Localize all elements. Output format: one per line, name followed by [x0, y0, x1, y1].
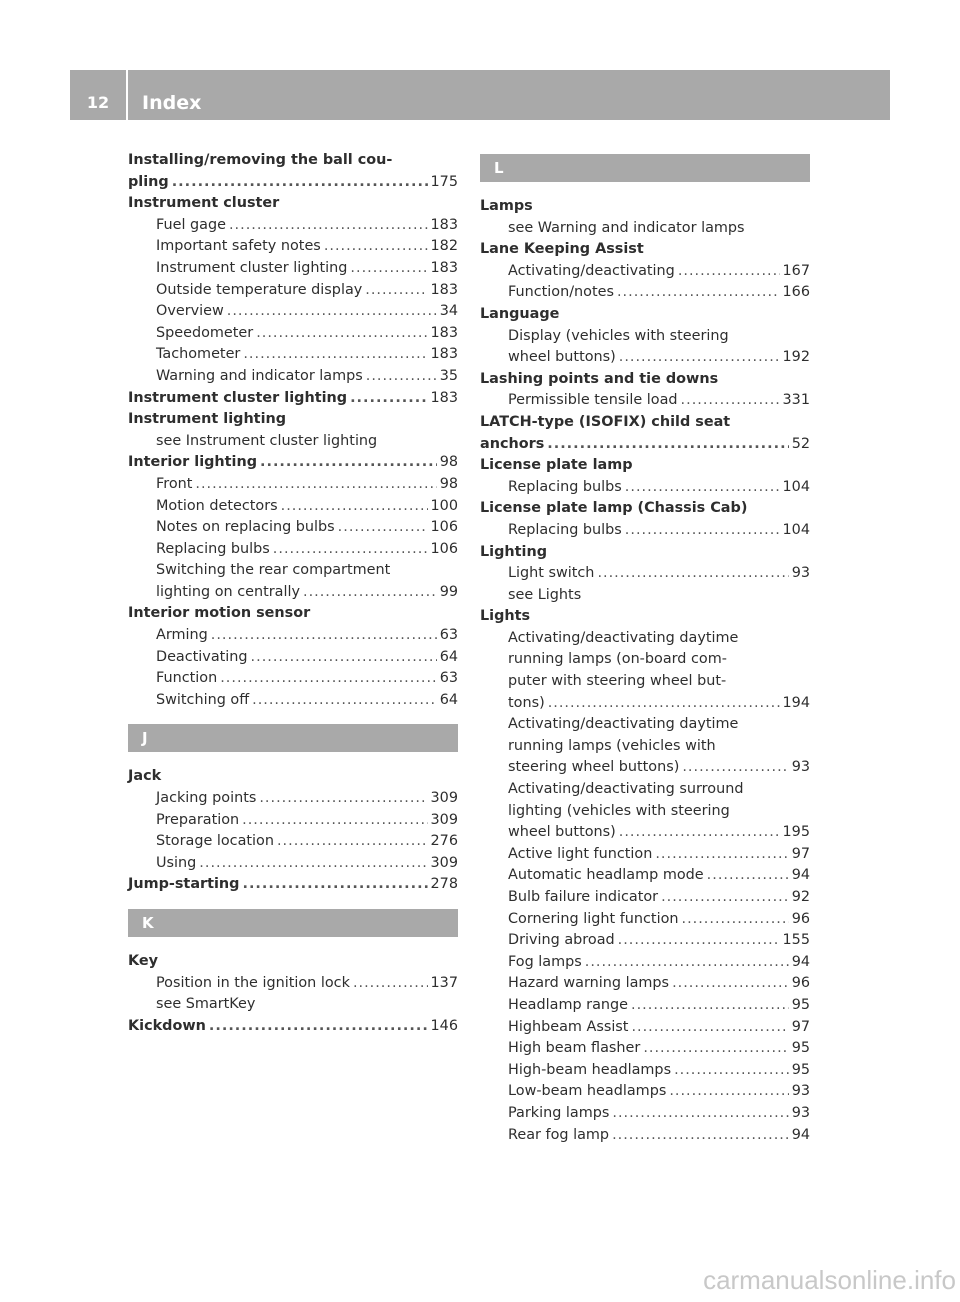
dot-leader — [211, 625, 437, 647]
entry-text: Kickdown — [128, 1017, 206, 1034]
page-reference: 309 — [430, 790, 458, 807]
page-title: Index — [142, 92, 202, 114]
index-subentry — [480, 218, 810, 240]
dot-leader — [350, 388, 427, 410]
entry-text: Lamps — [480, 198, 533, 214]
dot-leader — [548, 693, 780, 715]
index-entry — [480, 369, 810, 391]
entry-text: Replacing bulbs — [508, 478, 622, 495]
index-entry — [480, 304, 810, 326]
page-reference: 99 — [439, 583, 458, 600]
page-reference: 92 — [791, 889, 810, 905]
entry-text: Switching off — [156, 691, 250, 708]
entry-text: Instrument cluster lighting — [156, 259, 348, 276]
entry-text: Instrument cluster — [128, 195, 280, 212]
index-subentry — [128, 236, 458, 258]
index-subentry — [128, 258, 458, 280]
entry-text: Outside temperature display — [156, 281, 363, 298]
index-entry — [480, 434, 810, 456]
entry-text: Activating/deactivating surround — [508, 781, 744, 798]
index-group-l — [480, 196, 810, 1146]
page-reference: 155 — [782, 932, 810, 949]
index-entry — [128, 150, 458, 172]
entry-text: see Warning and indicator lamps — [508, 219, 745, 236]
page-reference: 146 — [430, 1017, 458, 1034]
dot-leader — [365, 280, 427, 302]
index-subentry — [480, 1125, 810, 1147]
index-subentry — [480, 282, 810, 304]
entry-text: Highbeam Assist — [508, 1018, 629, 1035]
entry-text: Overview — [156, 303, 224, 320]
page-reference: 34 — [439, 303, 458, 320]
watermark: carmanualsonline.info — [703, 1265, 956, 1295]
index-group-i — [128, 150, 458, 711]
index-subentry — [128, 831, 458, 853]
entry-text: pling — [128, 173, 169, 190]
index-entry — [480, 412, 810, 434]
page-reference: 95 — [791, 1040, 810, 1057]
entry-text: Warning and indicator lamps — [156, 367, 363, 384]
index-subentry — [128, 323, 458, 345]
page-reference: 94 — [791, 953, 810, 970]
entry-text: Parking lamps — [508, 1104, 610, 1121]
entry-text: Interior lighting — [128, 454, 258, 471]
dot-leader — [618, 930, 780, 952]
entry-text: Rear fog lamp — [508, 1126, 610, 1143]
dot-leader — [199, 853, 427, 875]
entry-text: Storage location — [156, 833, 274, 850]
entry-text: Motion detectors — [156, 497, 278, 514]
page-reference: 63 — [439, 627, 458, 644]
section-letter-j: J — [128, 724, 458, 752]
index-subentry — [480, 390, 810, 412]
entry-text: Display (vehicles with steering — [508, 327, 729, 344]
index-subentry — [480, 671, 810, 693]
header-divider — [126, 70, 128, 120]
index-subentry — [480, 326, 810, 348]
entry-text: Hazard warning lamps — [508, 975, 670, 992]
index-subentry — [480, 520, 810, 542]
page-reference: 309 — [430, 854, 458, 871]
dot-leader — [619, 822, 780, 844]
index-subentry — [480, 261, 810, 283]
page-reference: 52 — [791, 435, 810, 452]
dot-leader — [251, 647, 437, 669]
index-entry — [128, 388, 458, 410]
dot-leader — [281, 496, 428, 518]
index-subentry — [480, 801, 810, 823]
page-reference: 35 — [439, 367, 458, 384]
page-reference: 183 — [430, 259, 458, 276]
entry-text: Lights — [480, 608, 531, 625]
entry-text: Notes on replacing bulbs — [156, 519, 335, 536]
index-subentry — [480, 1103, 810, 1125]
index-entry — [480, 239, 810, 261]
entry-text: tons) — [508, 694, 545, 711]
section-letter-k: K — [128, 909, 458, 937]
entry-text: wheel buttons) — [508, 349, 616, 366]
page-reference: 104 — [782, 521, 810, 538]
index-entry — [128, 452, 458, 474]
page-reference: 63 — [439, 670, 458, 687]
index-subentry — [128, 496, 458, 518]
index-subentry — [128, 560, 458, 582]
dot-leader — [619, 347, 780, 369]
index-entry — [480, 498, 810, 520]
dot-leader — [661, 887, 789, 909]
index-subentry — [128, 344, 458, 366]
entry-text: puter with steering wheel but- — [508, 673, 727, 690]
dot-leader — [612, 1125, 789, 1147]
entry-text: lighting on centrally — [156, 583, 300, 600]
index-subentry — [480, 844, 810, 866]
page-reference: 194 — [782, 694, 810, 711]
index-subentry — [480, 736, 810, 758]
index-subentry — [128, 301, 458, 323]
index-subentry — [480, 714, 810, 736]
page-reference: 106 — [430, 540, 458, 557]
entry-text: License plate lamp (Chassis Cab) — [480, 500, 748, 517]
entry-text: Installing/removing the ball cou- — [128, 152, 393, 168]
dot-leader — [643, 1038, 788, 1060]
entry-text: Key — [128, 953, 159, 969]
page-reference: 137 — [430, 974, 458, 991]
dot-leader — [260, 452, 437, 474]
dot-leader — [617, 282, 780, 304]
dot-leader — [681, 390, 780, 412]
dot-leader — [612, 1103, 788, 1125]
page-reference: 192 — [782, 349, 810, 366]
page-reference: 183 — [430, 216, 458, 233]
page-reference: 93 — [791, 1083, 810, 1100]
dot-leader — [172, 172, 428, 194]
index-subentry — [128, 517, 458, 539]
dot-leader — [631, 995, 789, 1017]
page-header — [70, 70, 890, 120]
entry-text: Permissible tensile load — [508, 392, 678, 409]
dot-leader — [277, 831, 428, 853]
entry-text: Interior motion sensor — [128, 605, 311, 622]
entry-text: LATCH-type (ISOFIX) child seat — [480, 413, 731, 430]
index-subentry — [480, 1017, 810, 1039]
dot-leader — [229, 215, 428, 237]
entry-text: Lane Keeping Assist — [480, 241, 644, 258]
page-reference: 167 — [782, 262, 810, 279]
index-column-left — [128, 150, 458, 1037]
dot-leader — [273, 539, 428, 561]
entry-text: High beam flasher — [508, 1040, 641, 1057]
dot-leader — [366, 366, 437, 388]
page-reference: 182 — [430, 238, 458, 255]
entry-text: see SmartKey — [156, 996, 256, 1013]
index-subentry — [128, 625, 458, 647]
entry-text: Replacing bulbs — [508, 521, 622, 538]
dot-leader — [655, 844, 788, 866]
entry-text: High-beam headlamps — [508, 1061, 672, 1078]
entry-text: Using — [156, 854, 197, 871]
entry-text: Cornering light function — [508, 910, 679, 927]
index-subentry — [480, 693, 810, 715]
page-reference: 64 — [439, 648, 458, 665]
index-entry — [128, 603, 458, 625]
dot-leader — [669, 1081, 788, 1103]
index-entry — [128, 172, 458, 194]
dot-leader — [674, 1060, 789, 1082]
dot-leader — [324, 236, 428, 258]
entry-text: Deactivating — [156, 648, 248, 665]
entry-text: Bulb failure indicator — [508, 889, 659, 905]
dot-leader — [353, 973, 428, 995]
page-reference: 104 — [782, 478, 810, 495]
index-subentry — [480, 563, 810, 585]
dot-leader — [242, 810, 427, 832]
index-subentry — [128, 539, 458, 561]
entry-text: Activating/deactivating daytime — [508, 716, 739, 733]
entry-text: Arming — [156, 627, 208, 644]
page-reference: 331 — [782, 392, 810, 409]
index-subentry — [128, 788, 458, 810]
entry-text: License plate lamp — [480, 457, 633, 474]
page-reference: 97 — [791, 845, 810, 862]
index-entry — [480, 542, 810, 564]
dot-leader — [625, 520, 780, 542]
index-subentry — [128, 215, 458, 237]
index-group-j — [128, 766, 458, 896]
entry-text: Activating/deactivating — [508, 262, 675, 279]
entry-text: Fuel gage — [156, 216, 226, 233]
index-subentry — [128, 280, 458, 302]
entry-text: Automatic headlamp mode — [508, 867, 704, 884]
index-subentry — [128, 973, 458, 995]
entry-text: Lighting — [480, 543, 548, 560]
dot-leader — [303, 582, 437, 604]
page-reference: 98 — [439, 454, 458, 471]
page-reference: 195 — [782, 824, 810, 841]
entry-text: Instrument cluster lighting — [128, 389, 348, 406]
entry-text: Speedometer — [156, 324, 254, 341]
entry-text: steering wheel buttons) — [508, 759, 680, 776]
index-subentry — [480, 477, 810, 499]
entry-text: wheel buttons) — [508, 824, 616, 841]
page-reference: 183 — [430, 324, 458, 341]
page-reference: 276 — [430, 833, 458, 850]
dot-leader — [256, 323, 427, 345]
index-subentry — [480, 779, 810, 801]
page-reference: 94 — [791, 1126, 810, 1143]
entry-text: lighting (vehicles with steering — [508, 802, 730, 819]
entry-text: Driving abroad — [508, 932, 615, 949]
index-subentry — [480, 909, 810, 931]
dot-leader — [672, 973, 789, 995]
index-entry — [128, 951, 458, 973]
dot-leader — [625, 477, 780, 499]
page-reference: 93 — [791, 565, 810, 582]
page-number: 12 — [86, 93, 110, 112]
dot-leader — [682, 757, 788, 779]
index-subentry — [128, 853, 458, 875]
index-entry — [128, 409, 458, 431]
page-reference: 96 — [791, 975, 810, 992]
index-subentry — [128, 810, 458, 832]
index-entry — [480, 455, 810, 477]
page-reference: 100 — [430, 497, 458, 514]
page-reference: 183 — [430, 389, 458, 406]
index-subentry — [128, 690, 458, 712]
dot-leader — [209, 1016, 428, 1038]
entry-text: Switching the rear compartment — [156, 562, 391, 579]
dot-leader — [252, 690, 437, 712]
index-column-right — [480, 150, 810, 1146]
index-subentry — [480, 757, 810, 779]
dot-leader — [631, 1017, 788, 1039]
entry-text: Replacing bulbs — [156, 540, 270, 557]
index-subentry — [128, 668, 458, 690]
index-subentry — [128, 366, 458, 388]
dot-leader — [678, 261, 780, 283]
dot-leader — [195, 474, 436, 496]
page-reference: 98 — [439, 475, 458, 492]
entry-text: Lashing points and tie downs — [480, 370, 719, 387]
dot-leader — [220, 668, 436, 690]
index-subentry — [128, 647, 458, 669]
entry-text: Jump-starting — [128, 876, 240, 893]
entry-text: Language — [480, 305, 560, 322]
dot-leader — [243, 344, 427, 366]
entry-text: Important safety notes — [156, 238, 321, 255]
dot-leader — [585, 952, 789, 974]
entry-text: Activating/deactivating daytime — [508, 629, 739, 646]
page-reference: 175 — [430, 173, 458, 190]
index-subentry — [480, 585, 810, 607]
index-subentry — [480, 628, 810, 650]
index-subentry — [480, 973, 810, 995]
dot-leader — [227, 301, 437, 323]
dot-leader — [707, 865, 789, 887]
index-entry — [128, 766, 458, 788]
index-subentry — [480, 1038, 810, 1060]
entry-text: Front — [156, 475, 193, 492]
index-subentry — [128, 582, 458, 604]
dot-leader — [338, 517, 428, 539]
index-subentry — [128, 474, 458, 496]
entry-text: Function/notes — [508, 284, 614, 301]
entry-text: running lamps (on-board com- — [508, 651, 727, 668]
page-reference: 183 — [430, 346, 458, 363]
index-subentry — [480, 930, 810, 952]
index-subentry — [480, 865, 810, 887]
page-reference: 93 — [791, 759, 810, 776]
entry-text: Tachometer — [156, 346, 241, 363]
index-subentry — [480, 1081, 810, 1103]
entry-text: Position in the ignition lock — [156, 974, 350, 991]
index-subentry — [480, 887, 810, 909]
page-reference: 166 — [782, 284, 810, 301]
entry-text: Headlamp range — [508, 996, 629, 1013]
index-subentry — [128, 994, 458, 1016]
index-entry — [480, 196, 810, 218]
entry-text: see Lights — [508, 586, 582, 603]
index-subentry — [480, 952, 810, 974]
section-letter-l: L — [480, 154, 810, 182]
index-entry — [128, 874, 458, 896]
entry-text: Active light function — [508, 845, 653, 862]
page-reference: 93 — [791, 1104, 810, 1121]
entry-text: see Instrument cluster lighting — [156, 432, 378, 449]
page-reference: 106 — [430, 519, 458, 536]
dot-leader — [350, 258, 427, 280]
page-reference: 183 — [430, 281, 458, 298]
entry-text: Instrument lighting — [128, 411, 287, 428]
index-subentry — [480, 995, 810, 1017]
index-subentry — [128, 431, 458, 453]
dot-leader — [597, 563, 788, 585]
page-reference: 95 — [791, 996, 810, 1013]
entry-text: Jack — [128, 768, 162, 785]
index-entry — [128, 193, 458, 215]
page-reference: 64 — [439, 691, 458, 708]
page-reference: 278 — [430, 876, 458, 893]
page-reference: 97 — [791, 1018, 810, 1035]
page-reference: 309 — [430, 811, 458, 828]
entry-text: Function — [156, 670, 218, 687]
entry-text: Preparation — [156, 811, 240, 828]
dot-leader — [682, 909, 789, 931]
page-reference: 94 — [791, 867, 810, 884]
index-group-k — [128, 951, 458, 1037]
entry-text: Light switch — [508, 565, 595, 582]
entry-text: Fog lamps — [508, 953, 582, 970]
index-entry — [480, 606, 810, 628]
index-subentry — [480, 1060, 810, 1082]
dot-leader — [242, 874, 427, 896]
entry-text: running lamps (vehicles with — [508, 737, 716, 754]
entry-text: Jacking points — [156, 790, 257, 807]
page-reference: 95 — [791, 1061, 810, 1078]
entry-text: anchors — [480, 435, 545, 452]
entry-text: Low-beam headlamps — [508, 1083, 667, 1100]
index-entry — [128, 1016, 458, 1038]
dot-leader — [547, 434, 788, 456]
index-subentry — [480, 347, 810, 369]
page-reference: 96 — [791, 910, 810, 927]
dot-leader — [259, 788, 427, 810]
index-subentry — [480, 649, 810, 671]
index-subentry — [480, 822, 810, 844]
